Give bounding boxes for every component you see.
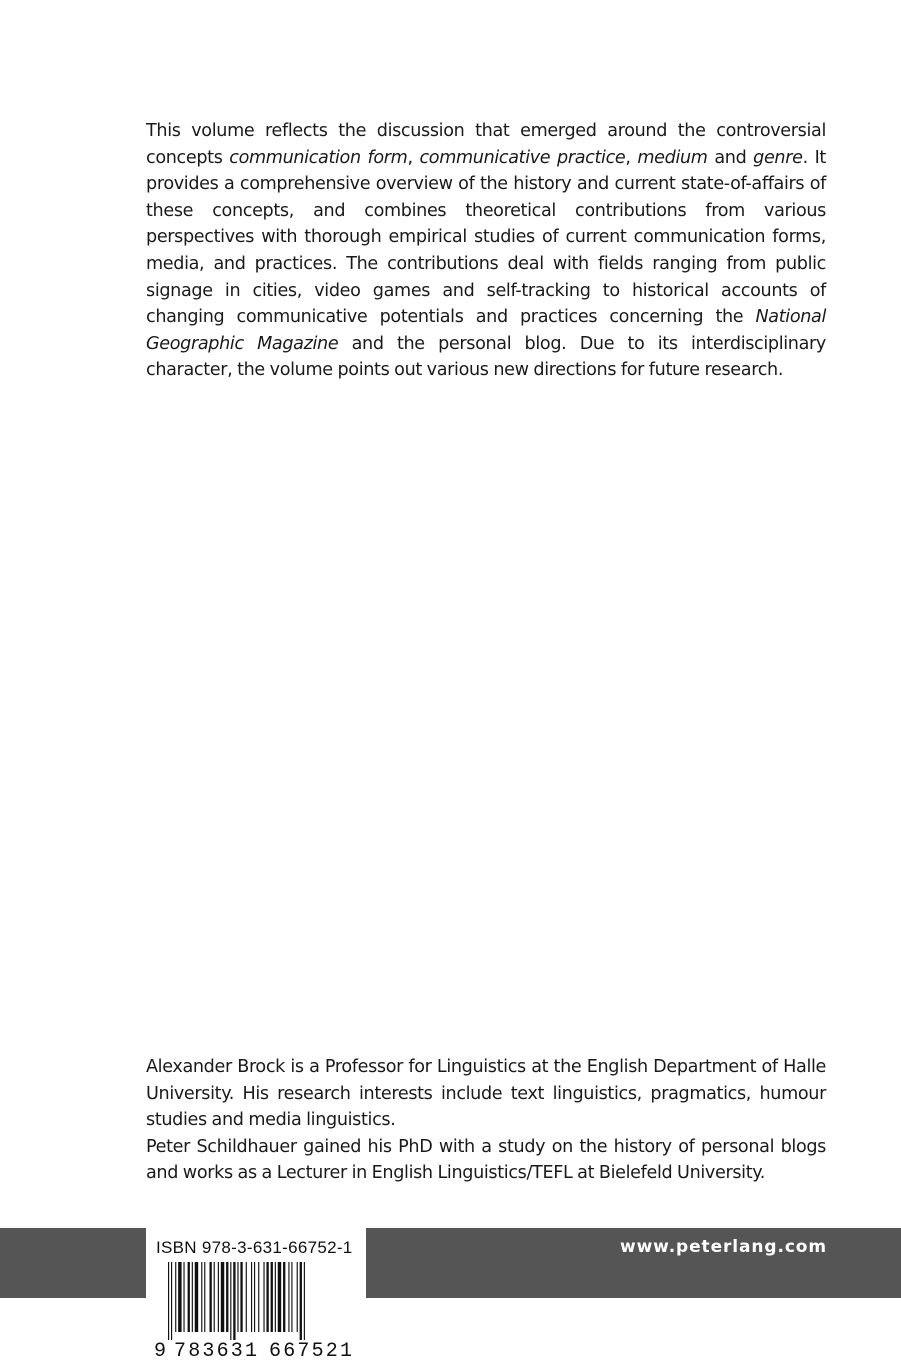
publisher-website[interactable]: www.peterlang.com (619, 1237, 827, 1257)
barcode-bar (230, 1262, 231, 1340)
bio-alexander-brock: Alexander Brock is a Professor for Linguistics at the English Department of Halle University. His research interests include text linguistics, pragmatics, humour studies and media linguistics. (146, 1057, 826, 1131)
barcode-right-digit-2: 7 (297, 1340, 310, 1360)
barcode-right-digit-1: 6 (283, 1340, 296, 1360)
barcode-bars (168, 1262, 305, 1340)
barcode-bar (192, 1262, 193, 1332)
barcode-right-digit-0: 6 (269, 1340, 282, 1360)
barcode-bar (258, 1262, 259, 1332)
barcode-bar (291, 1262, 292, 1332)
separator: , (407, 147, 420, 168)
barcode-bar (304, 1262, 305, 1340)
barcode-bar (251, 1262, 252, 1332)
barcode-bar (266, 1262, 268, 1332)
description-text: . It provides a comprehensive overview of the history and current state-of-affairs of these concepts, and combines theoretical contributions from various perspectives with thorough empirical studies of current communication forms, media, and practices. The contributions deal with fields ranging from public signage in cities, video games and self-tracking to historical accounts of changing communicative potentials and practices concerning the (146, 147, 826, 328)
barcode-left-digits (174, 1340, 257, 1360)
barcode-bar (178, 1262, 181, 1332)
barcode-digit: 9 (154, 1340, 167, 1360)
description-text: This volume reflects the discussion that emerged around the controversial concepts (146, 121, 826, 168)
barcode-bar (254, 1262, 255, 1332)
barcode-bar (221, 1262, 224, 1332)
term-communicative-practice: communicative practice (419, 147, 626, 168)
barcode-left-digit-1: 8 (188, 1340, 201, 1360)
bio-peter-schildhauer: Peter Schildhauer gained his PhD with a study on the history of personal blogs and works as a Lecturer in English Linguistics/TEFL at Bielefeld University. (146, 1136, 826, 1184)
barcode-bar (214, 1262, 215, 1332)
barcode-right-digit-4: 2 (325, 1340, 338, 1360)
barcode-bar (237, 1262, 238, 1332)
barcode-bar (288, 1262, 289, 1332)
book-description (146, 118, 826, 384)
barcode-right-digits (269, 1340, 352, 1360)
barcode-bar (171, 1262, 172, 1340)
barcode-right-digit-5: 1 (340, 1340, 353, 1360)
barcode-bar (297, 1262, 298, 1332)
barcode-bar (218, 1262, 219, 1332)
separator: , (625, 147, 638, 168)
barcode-left-digit-0: 7 (174, 1340, 187, 1360)
term-genre: genre (753, 147, 803, 168)
barcode-left-digit-3: 6 (216, 1340, 229, 1360)
barcode-left-digit-5: 1 (245, 1340, 258, 1360)
barcode-bar (188, 1262, 190, 1332)
barcode-bar (195, 1262, 198, 1332)
barcode-bar (226, 1262, 228, 1332)
barcode-bar (275, 1262, 276, 1332)
barcode-bar (271, 1262, 273, 1332)
description-text: and the personal blog. Due to its interdisciplinary character, the volume points out various new directions for future research. (146, 333, 826, 381)
barcode-bar (204, 1262, 205, 1332)
barcode-bar (278, 1262, 281, 1332)
barcode-bar (175, 1262, 176, 1332)
barcode-right-digit-3: 5 (311, 1340, 324, 1360)
barcode-bar (283, 1262, 285, 1332)
barcode-bar (183, 1262, 184, 1332)
title-national-geographic: National Geographic Magazine (146, 307, 826, 354)
term-medium: medium (637, 147, 708, 168)
barcode-left-digit-4: 3 (230, 1340, 243, 1360)
author-bios (146, 1054, 826, 1187)
term-communication-form: communication form (229, 147, 408, 168)
barcode-bar (300, 1262, 302, 1340)
barcode-bar (233, 1262, 235, 1340)
barcode-panel (146, 1228, 366, 1360)
barcode-left-digit-2: 3 (202, 1340, 215, 1360)
barcode-bar (240, 1262, 242, 1332)
barcode-bar (210, 1262, 212, 1332)
barcode-bar (201, 1262, 202, 1332)
separator: and (707, 147, 754, 168)
barcode-bar (263, 1262, 264, 1332)
isbn-label: ISBN 978-3-631-66752-1 (156, 1238, 353, 1257)
barcode-bar (168, 1262, 169, 1340)
barcode-bar (246, 1262, 247, 1332)
